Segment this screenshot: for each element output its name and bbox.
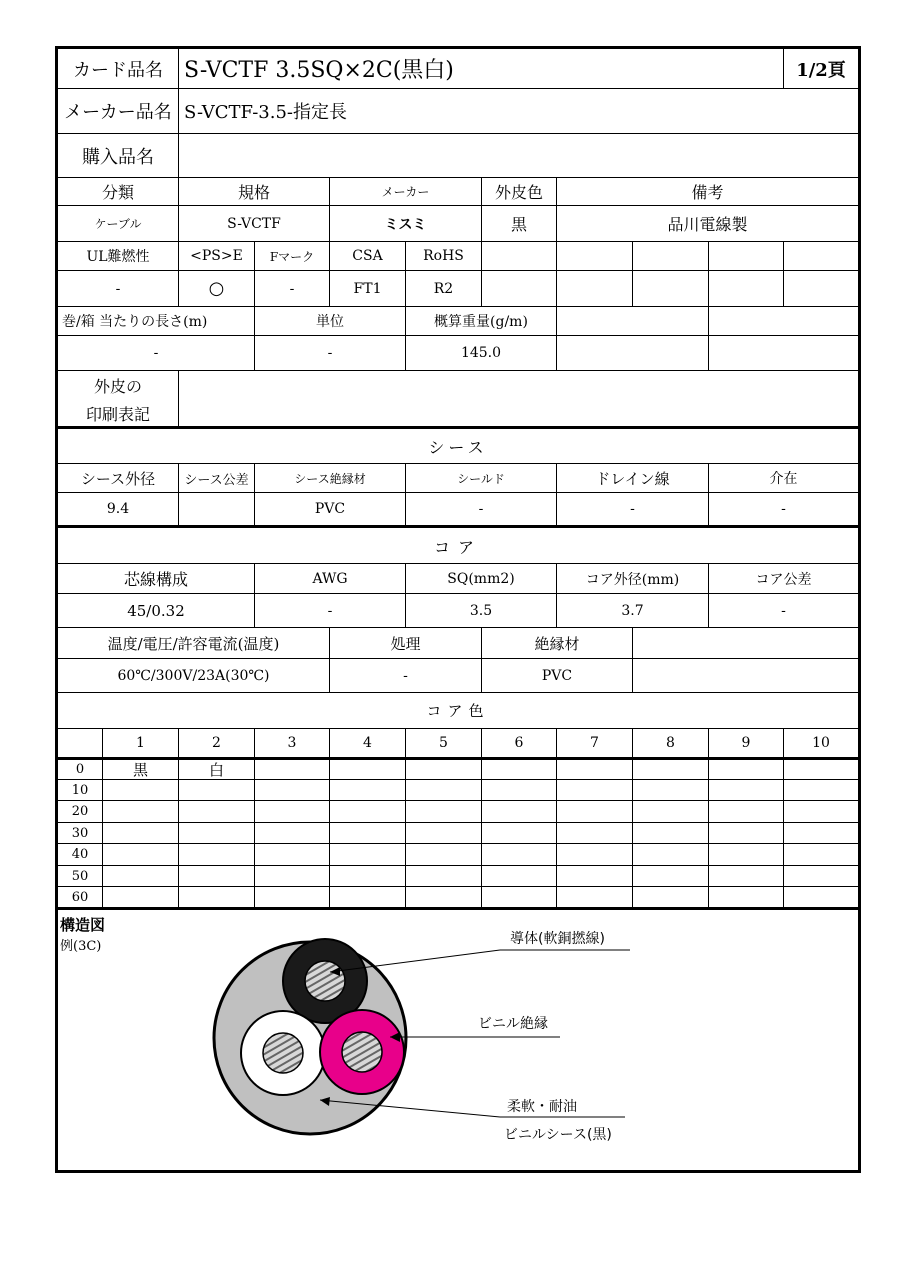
core-value-od: 3.7 xyxy=(621,602,644,619)
print-label-line1: 外皮の xyxy=(93,376,142,396)
color-col-1: 1 xyxy=(136,735,145,751)
color-col-3: 3 xyxy=(287,735,297,751)
cert-header-fmark: Fマーク xyxy=(269,249,315,264)
color-row-30: 30 xyxy=(71,825,89,841)
color-row-10: 10 xyxy=(71,782,89,798)
color-row-0: 0 xyxy=(75,762,85,777)
color-col-10: 10 xyxy=(812,735,830,751)
diagram-title: 構造図 xyxy=(60,915,106,934)
core-value-strand: 45/0.32 xyxy=(127,601,185,620)
spec-value-color: 黒 xyxy=(510,215,527,234)
sheath-value-od: 9.4 xyxy=(106,501,130,517)
cert-value-pse: ○ xyxy=(208,278,225,299)
core-value-awg: - xyxy=(327,602,333,619)
sheath-header-filler: 介在 xyxy=(769,471,798,487)
purchase-name-label: 購入品名 xyxy=(82,146,154,168)
core-color-title: コア色 xyxy=(426,702,490,720)
spec-header-color: 外皮色 xyxy=(494,183,543,202)
core-header-sq: SQ(mm2) xyxy=(447,570,515,587)
length-value-per-roll: - xyxy=(153,345,159,361)
length-header-per-roll: 巻/箱 当たりの長さ(m) xyxy=(62,314,208,330)
core-header-rating: 温度/電圧/許容電流(温度) xyxy=(107,634,280,653)
card-name-label: カード品名 xyxy=(73,59,163,81)
core-color-1: 黒 xyxy=(132,761,148,779)
label-sheath-1: 柔軟・耐油 xyxy=(507,1099,577,1115)
sheath-value-tolerance xyxy=(179,493,254,525)
core-value-treatment: - xyxy=(403,667,408,684)
color-col-8: 8 xyxy=(666,735,675,751)
core-header-strand: 芯線構成 xyxy=(123,570,188,589)
sheath-value-filler: - xyxy=(781,501,786,517)
core-value-tolerance: - xyxy=(781,602,786,619)
sheath-header-od: シース外径 xyxy=(80,469,156,488)
cert-value-ul: - xyxy=(115,280,121,297)
cert-header-pse: <PS>E xyxy=(190,248,243,264)
sheath-value-shield: - xyxy=(478,501,484,517)
spec-header-maker: メーカー xyxy=(381,185,430,199)
color-col-4: 4 xyxy=(363,735,372,751)
core-value-sq: 3.5 xyxy=(469,602,493,619)
core-header-insulation: 絶縁材 xyxy=(534,634,580,653)
cert-header-ul: UL難燃性 xyxy=(86,249,150,265)
core-header-tolerance: コア公差 xyxy=(755,571,812,588)
cert-value-rohs: R2 xyxy=(433,280,454,297)
color-row-20: 20 xyxy=(71,804,89,819)
core-value-insulation: PVC xyxy=(541,667,573,684)
color-row-40: 40 xyxy=(71,847,89,862)
spec-value-remarks: 品川電線製 xyxy=(667,215,748,234)
color-col-9: 9 xyxy=(741,735,751,751)
sheath-value-drain: - xyxy=(630,501,635,517)
sheath-header-material: シース絶縁材 xyxy=(294,471,366,486)
page-number: 1/2頁 xyxy=(796,59,846,81)
conductor-1 xyxy=(305,961,345,1001)
sheath-header-shield: シールド xyxy=(457,471,505,486)
length-header-unit: 単位 xyxy=(316,314,344,330)
spec-header-category: 分類 xyxy=(101,183,134,202)
maker-name-label: メーカー品名 xyxy=(64,102,172,123)
length-header-weight: 概算重量(g/m) xyxy=(434,314,528,330)
core-header-treatment: 処理 xyxy=(390,634,421,653)
core-header-od: コア外径(mm) xyxy=(585,571,680,588)
color-col-7: 7 xyxy=(590,735,599,751)
core-header-awg: AWG xyxy=(312,570,348,587)
cert-value-csa: FT1 xyxy=(353,280,382,297)
color-col-2: 2 xyxy=(212,735,221,751)
sheath-title: シース xyxy=(428,438,488,457)
label-conductor: 導体(軟銅撚線) xyxy=(510,931,605,947)
length-value-weight: 145.0 xyxy=(460,345,502,361)
conductor-3 xyxy=(342,1032,382,1072)
core-title: コア xyxy=(433,537,482,557)
cert-value-fmark: - xyxy=(289,280,295,297)
card-name-value: S-VCTF 3.5SQ×2C(黒白) xyxy=(184,58,454,83)
spec-value-category: ケーブル xyxy=(94,217,142,231)
print-label-line2: 印刷表記 xyxy=(85,404,150,424)
spec-header-standard: 規格 xyxy=(237,183,270,202)
sheath-value-material: PVC xyxy=(314,501,346,517)
print-value xyxy=(180,372,856,426)
cert-header-csa: CSA xyxy=(352,248,383,264)
sheath-header-tolerance: シース公差 xyxy=(184,472,249,488)
spec-header-remarks: 備考 xyxy=(691,183,724,202)
conductor-2 xyxy=(263,1033,303,1073)
label-sheath-2: ビニルシース(黒) xyxy=(504,1127,612,1143)
spec-value-standard: S-VCTF xyxy=(227,215,281,232)
color-col-5: 5 xyxy=(439,735,448,751)
spec-value-maker: ミスミ xyxy=(384,216,427,233)
diagram-example: 例(3C) xyxy=(60,938,102,954)
cert-header-rohs: RoHS xyxy=(423,248,464,264)
color-row-50: 50 xyxy=(71,868,89,884)
purchase-name-value xyxy=(180,134,780,177)
core-value-rating: 60℃/300V/23A(30℃) xyxy=(117,667,270,684)
color-col-6: 6 xyxy=(514,735,524,751)
length-value-unit: - xyxy=(327,345,333,361)
maker-name-value: S-VCTF-3.5-指定長 xyxy=(184,102,348,123)
color-row-60: 60 xyxy=(71,889,89,905)
label-insulation: ビニル絶縁 xyxy=(478,1016,548,1032)
core-color-2: 白 xyxy=(208,761,224,779)
sheath-header-drain: ドレイン線 xyxy=(595,469,670,488)
